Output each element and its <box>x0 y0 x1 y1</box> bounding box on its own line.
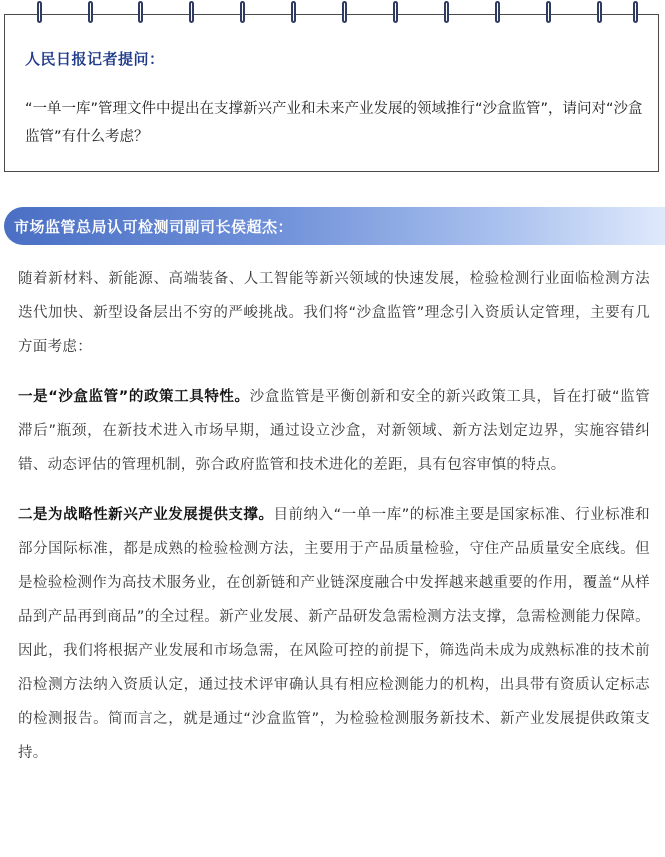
point-two-title: 二是为战略性新兴产业发展提供支撑。 <box>18 507 274 523</box>
binder-ring <box>597 1 602 23</box>
question-title: 人民日报记者提问： <box>25 50 165 68</box>
question-card <box>4 14 659 172</box>
point-one-paragraph <box>18 380 650 482</box>
binder-ring <box>37 1 42 23</box>
point-one-text: 沙盒监管是平衡创新和安全的新兴政策工具，旨在打破“监管滞后”瓶颈，在新技术进入市场早期，通过设立沙盒，对新领域、新方法划定边界，实施容错纠错、动态评估的管理机制，弥合政府监管和技术进化的差距，具有包容审慎的特点。 <box>18 389 651 473</box>
binder-ring <box>342 1 347 23</box>
speaker-name: 市场监管总局认可检测司副司长侯超杰： <box>14 218 294 236</box>
binder-ring <box>291 1 296 23</box>
binder-ring <box>495 1 500 23</box>
binder-ring <box>240 1 245 23</box>
binder-ring <box>393 1 398 23</box>
intro-paragraph: 随着新材料、新能源、高端装备、人工智能等新兴领域的快速发展，检验检测行业面临检测方法迭代加快、新型设备层出不穷的严峻挑战。我们将“沙盒监管”理念引入资质认定管理，主要有几方面考虑： <box>18 271 650 355</box>
binder-ring <box>88 1 93 23</box>
point-two-text: 目前纳入“一单一库”的标准主要是国家标准、行业标准和部分国际标准，都是成熟的检验检测方法，主要用于产品质量检验，守住产品质量安全底线。但是检验检测作为高技术服务业，在创新链和产业链深度融合中发挥越来越重要的作用，覆盖“从样品到产品再到商品”的全过程。新产业发展、新产品研发急需检测方法支撑，急需检测能力保障。因此，我们将根据产业发展和市场急需，在风险可控的前提下，筛选尚未成为成熟标准的技术前沿检测方法纳入资质认定，通过技术评审确认具有相应检测能力的机构，出具带有资质认定标志的检测报告。简而言之，就是通过“沙盒监管”，为检验检测服务新技术、新产业发展提供政策支持。 <box>18 507 650 761</box>
answer-header <box>4 207 665 245</box>
binder-ring <box>444 1 449 23</box>
answer-body <box>18 262 650 786</box>
binder-ring <box>546 1 551 23</box>
binder-ring <box>138 1 143 23</box>
point-two-paragraph <box>18 498 650 770</box>
binder-ring <box>633 1 638 23</box>
binder-ring <box>189 1 194 23</box>
question-text: “一单一库”管理文件中提出在支撑新兴产业和未来产业发展的领域推行“沙盒监管”，请问对“沙盒监管”有什么考虑？ <box>25 101 643 145</box>
point-one-title: 一是“沙盒监管”的政策工具特性。 <box>18 389 250 405</box>
binder-rings <box>5 1 658 27</box>
